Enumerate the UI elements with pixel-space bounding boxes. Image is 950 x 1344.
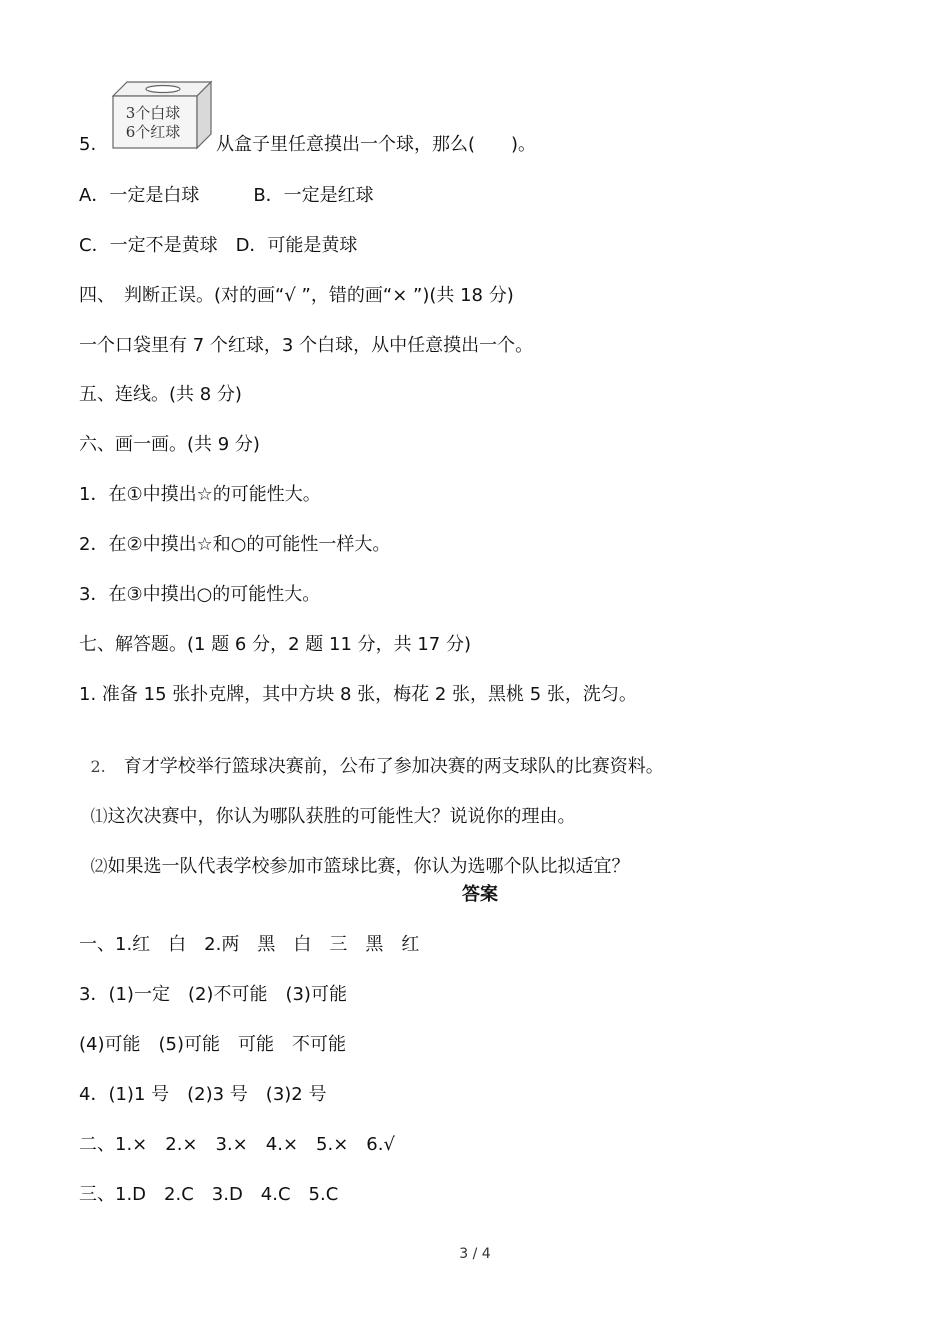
section-7-question-2-1 bbox=[79, 784, 575, 828]
answer-line-5: 二、1.× 2.× 3.× 4.× 5.× 6.√ bbox=[79, 1134, 395, 1155]
section-7-title: 七、解答题。(1 题 6 分，2 题 11 分，共 17 分) bbox=[79, 634, 471, 655]
answer-line-3: (4)可能 (5)可能 可能 不可能 bbox=[79, 1034, 346, 1055]
section-7-question-1: 1. 准备 15 张扑克牌，其中方块 8 张，梅花 2 张，黑桃 5 张，洗匀。 bbox=[79, 684, 637, 705]
answer-line-6: 三、1.D 2.C 3.D 4.C 5.C bbox=[79, 1184, 339, 1205]
question-2-number: 2. bbox=[90, 757, 106, 776]
box-label-red: 6个红球 bbox=[125, 123, 181, 141]
sub-question-2-text: 如果选一队代表学校参加市篮球比赛，你认为选哪个队比拟适宜？ bbox=[107, 856, 630, 877]
question-5-options-ab: A．一定是白球 B．一定是红球 bbox=[79, 185, 374, 206]
section-6-title: 六、画一画。(共 9 分) bbox=[79, 434, 260, 455]
sub-question-1-number: ⑴ bbox=[90, 807, 108, 827]
section-6-item-3: 3．在③中摸出○的可能性大。 bbox=[79, 584, 321, 605]
section-5-title: 五、连线。(共 8 分) bbox=[79, 384, 242, 405]
section-6-item-2: 2．在②中摸出☆和○的可能性一样大。 bbox=[79, 534, 391, 555]
section-6-item-1: 1．在①中摸出☆的可能性大。 bbox=[79, 484, 321, 505]
section-7-question-2 bbox=[79, 734, 664, 778]
section-4-title: 四、 判断正误。(对的画“√ ”，错的画“× ”)(共 18 分) bbox=[79, 285, 514, 306]
question-5-number: 5. bbox=[79, 134, 97, 155]
sub-question-2-number: ⑵ bbox=[90, 857, 108, 877]
answer-line-4: 4．(1)1 号 (2)3 号 (3)2 号 bbox=[79, 1084, 327, 1105]
question-5-text: 从盒子里任意摸出一个球，那么( )。 bbox=[216, 134, 537, 155]
page-number: 3 / 4 bbox=[459, 1246, 491, 1262]
question-2-text: 育才学校举行篮球决赛前，公布了参加决赛的两支球队的比赛资料。 bbox=[123, 756, 664, 777]
answers-title: 答案 bbox=[462, 884, 498, 905]
box-label-white: 3个白球 bbox=[125, 104, 181, 122]
section-7-question-2-2 bbox=[79, 834, 629, 878]
question-5-options-cd: C．一定不是黄球 D．可能是黄球 bbox=[79, 235, 358, 256]
answer-line-2: 3．(1)一定 (2)不可能 (3)可能 bbox=[79, 984, 347, 1005]
section-4-text: 一个口袋里有 7 个红球，3 个白球，从中任意摸出一个。 bbox=[79, 335, 534, 356]
answer-line-1: 一、1.红 白 2.两 黑 白 三 黑 红 bbox=[79, 934, 420, 955]
sub-question-1-text: 这次决赛中，你认为哪队获胜的可能性大？说说你的理由。 bbox=[107, 806, 576, 827]
ball-box-illustration bbox=[108, 78, 214, 150]
